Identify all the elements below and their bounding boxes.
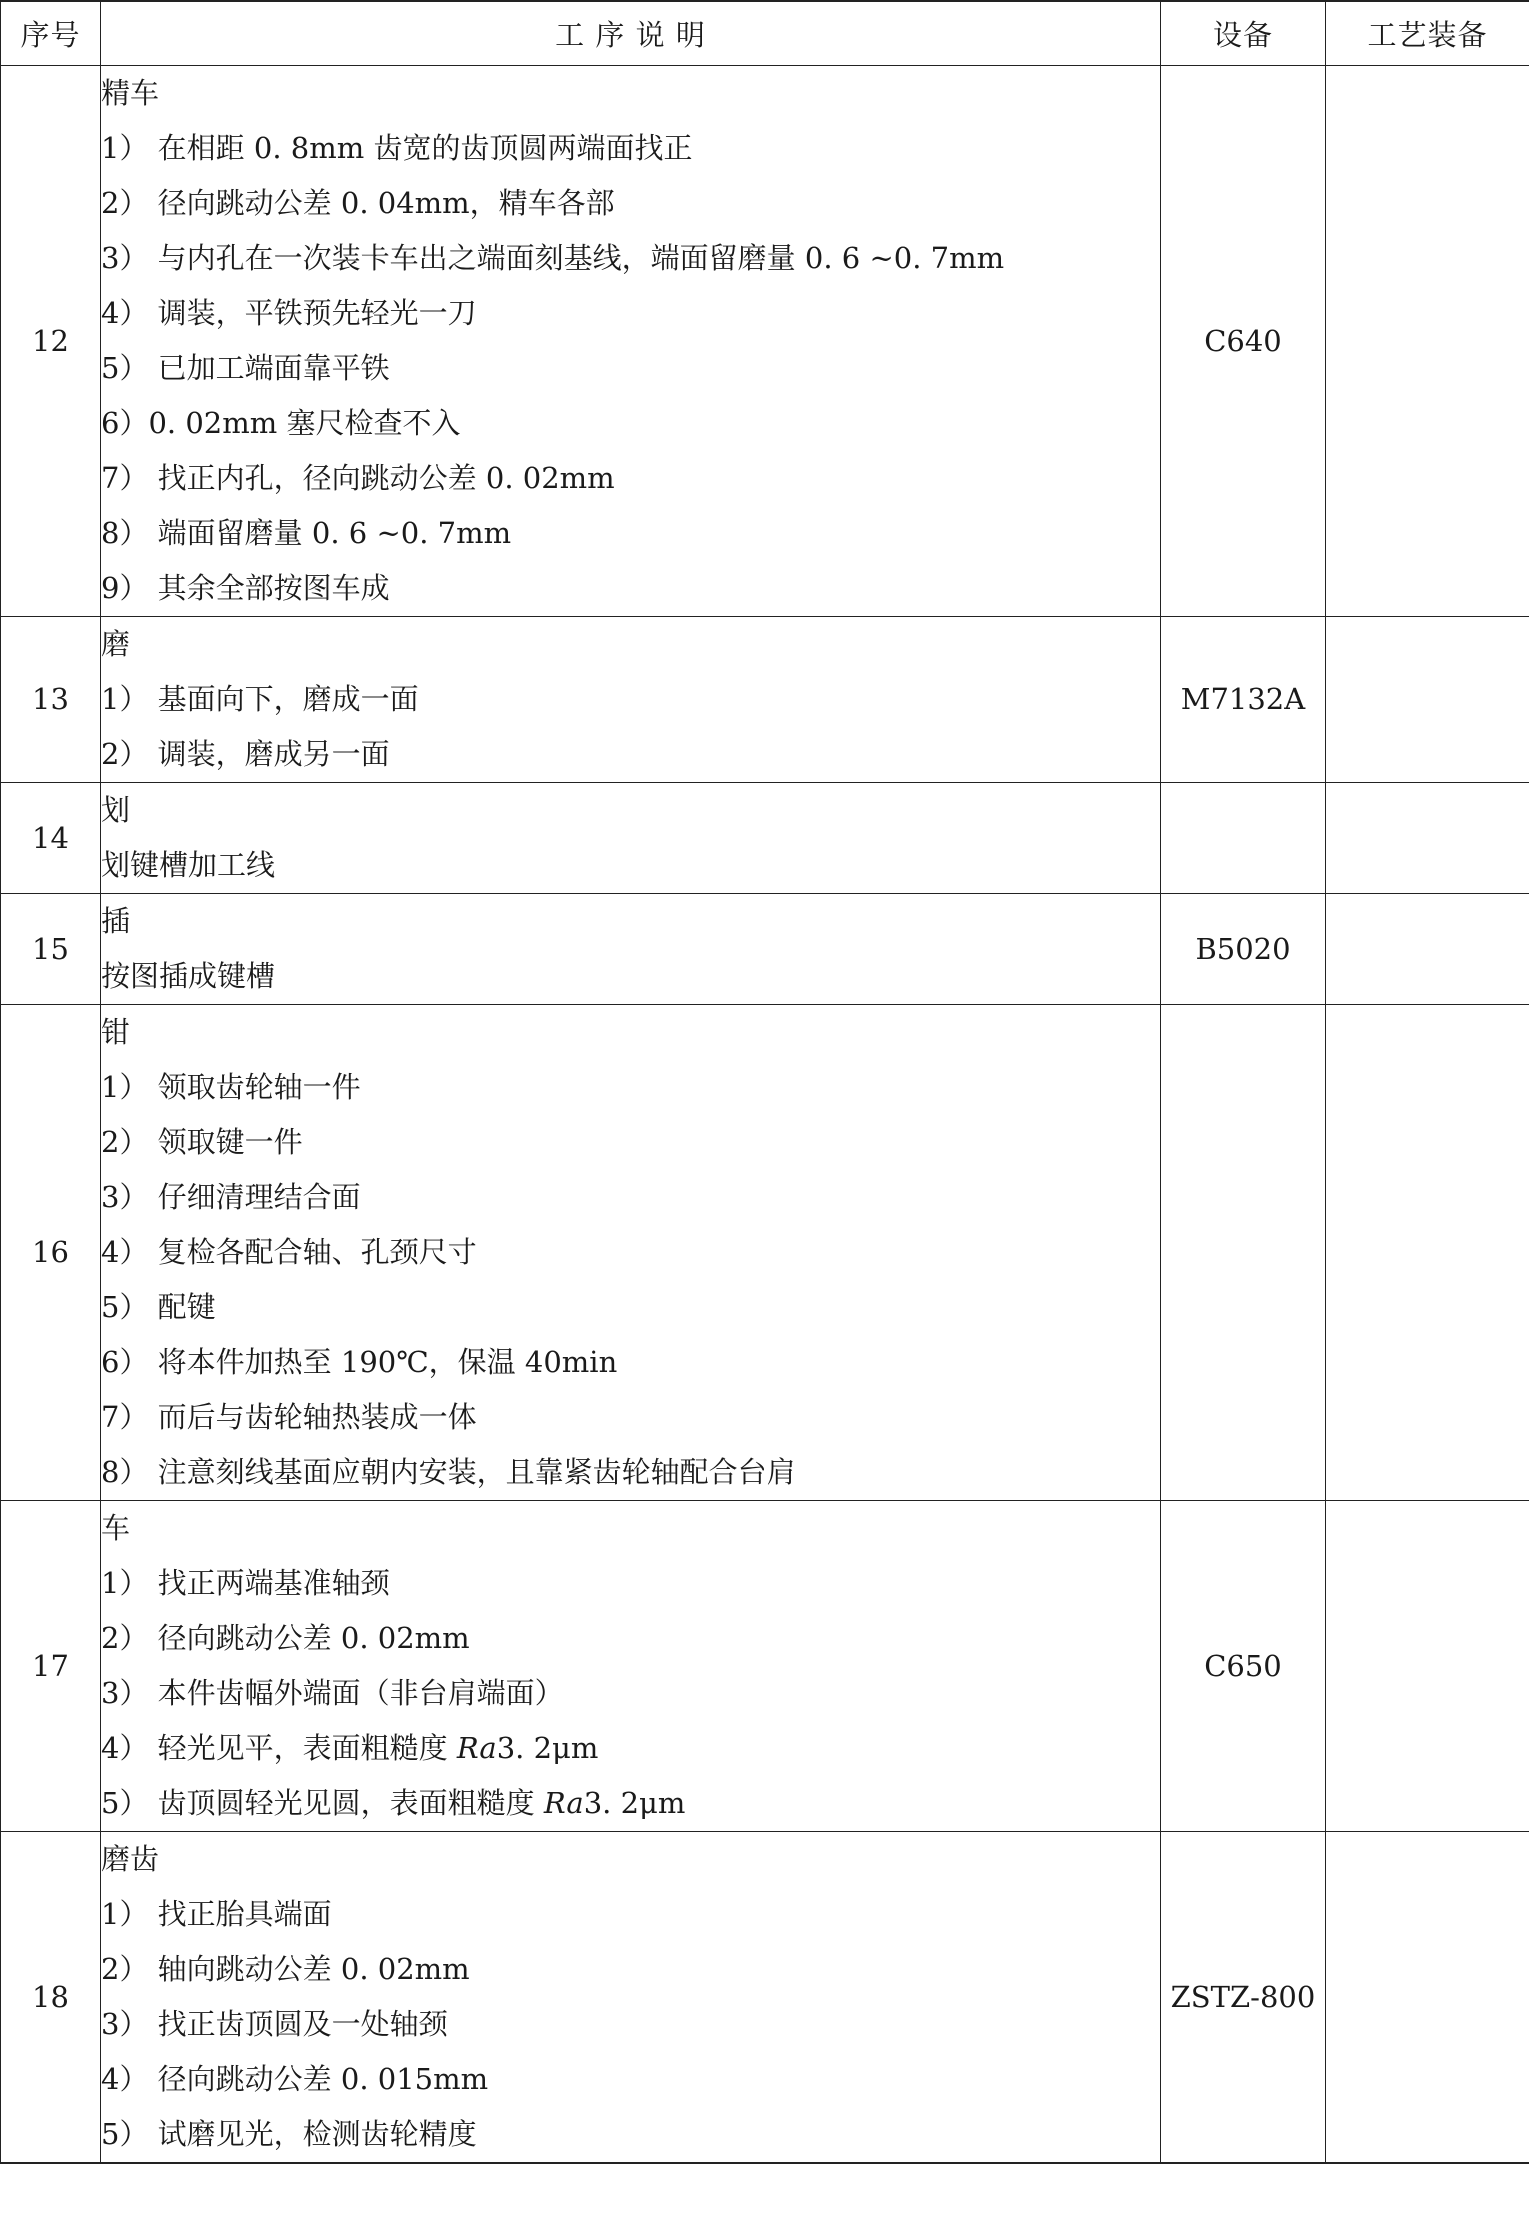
operation-instruction: 1） 基面向下，磨成一面 xyxy=(101,681,419,716)
operation-instruction: 4） 径向跳动公差 0. 015mm xyxy=(101,2061,489,2096)
operation-instruction: 2） 径向跳动公差 0. 04mm，精车各部 xyxy=(101,185,615,220)
step-description xyxy=(101,893,1161,1004)
step-number: 15 xyxy=(1,893,101,1004)
operation-instruction: 2） 调装，磨成另一面 xyxy=(101,736,390,771)
step-description xyxy=(101,616,1161,782)
operation-title: 磨齿 xyxy=(101,1841,160,1876)
operation-instruction: 6）0. 02mm 塞尺检查不入 xyxy=(101,405,461,440)
header-equipment: 设备 xyxy=(1161,1,1326,65)
operation-title: 精车 xyxy=(101,75,160,110)
step-description xyxy=(101,782,1161,893)
operation-instruction: 7） 而后与齿轮轴热装成一体 xyxy=(101,1399,477,1434)
operation-instruction: 5） 已加工端面靠平铁 xyxy=(101,350,390,385)
operation-title: 划 xyxy=(101,792,131,827)
table-body xyxy=(1,65,1529,2163)
tooling-cell xyxy=(1326,1500,1529,1831)
step-number: 13 xyxy=(1,616,101,782)
step-description xyxy=(101,65,1161,616)
tooling-cell xyxy=(1326,1831,1529,2163)
tooling-cell xyxy=(1326,782,1529,893)
operation-instruction: 6） 将本件加热至 190℃，保温 40min xyxy=(101,1344,618,1379)
operation-instruction: 8） 注意刻线基面应朝内安装，且靠紧齿轮轴配合台肩 xyxy=(101,1454,796,1489)
step-description xyxy=(101,1831,1161,2163)
operation-instruction: 2） 径向跳动公差 0. 02mm xyxy=(101,1620,470,1655)
operation-instruction: 1） 领取齿轮轴一件 xyxy=(101,1069,361,1104)
operation-instruction: 1） 找正胎具端面 xyxy=(101,1896,332,1931)
equipment-cell: C650 xyxy=(1161,1500,1326,1831)
table-row xyxy=(1,1004,1529,1500)
table-row xyxy=(1,893,1529,1004)
table-row xyxy=(1,616,1529,782)
tooling-cell xyxy=(1326,65,1529,616)
header-tooling: 工艺装备 xyxy=(1326,1,1529,65)
table-row xyxy=(1,1500,1529,1831)
equipment-cell: B5020 xyxy=(1161,893,1326,1004)
operation-instruction: 7） 找正内孔，径向跳动公差 0. 02mm xyxy=(101,460,615,495)
operation-instruction: 3） 找正齿顶圆及一处轴颈 xyxy=(101,2006,448,2041)
operation-instruction: 2） 领取键一件 xyxy=(101,1124,303,1159)
table-row xyxy=(1,1831,1529,2163)
step-number: 12 xyxy=(1,65,101,616)
table-row xyxy=(1,65,1529,616)
step-number: 17 xyxy=(1,1500,101,1831)
step-description xyxy=(101,1500,1161,1831)
operation-instruction: 5） 配键 xyxy=(101,1289,216,1324)
header-row xyxy=(1,1,1529,65)
step-number: 16 xyxy=(1,1004,101,1500)
step-number: 14 xyxy=(1,782,101,893)
equipment-cell: C640 xyxy=(1161,65,1326,616)
operation-title: 钳 xyxy=(101,1014,131,1049)
operation-instruction: 1） 找正两端基准轴颈 xyxy=(101,1565,390,1600)
operation-title: 磨 xyxy=(101,626,131,661)
equipment-cell xyxy=(1161,782,1326,893)
operation-instruction: 5） 齿顶圆轻光见圆，表面粗糙度 Ra3. 2μm xyxy=(101,1785,686,1820)
tooling-cell xyxy=(1326,616,1529,782)
header-seq: 序号 xyxy=(1,1,101,65)
table-header xyxy=(1,1,1529,65)
step-description xyxy=(101,1004,1161,1500)
equipment-cell xyxy=(1161,1004,1326,1500)
operation-title: 插 xyxy=(101,903,131,938)
header-description: 工 序 说 明 xyxy=(101,1,1161,65)
equipment-cell: ZSTZ-800 xyxy=(1161,1831,1326,2163)
equipment-cell: M7132A xyxy=(1161,616,1326,782)
operation-instruction: 4） 复检各配合轴、孔颈尺寸 xyxy=(101,1234,477,1269)
step-number: 18 xyxy=(1,1831,101,2163)
operation-instruction: 3） 与内孔在一次装卡车出之端面刻基线，端面留磨量 0. 6 ~0. 7mm xyxy=(101,240,1005,275)
operation-instruction: 8） 端面留磨量 0. 6 ~0. 7mm xyxy=(101,515,512,550)
operation-instruction: 4） 调装，平铁预先轻光一刀 xyxy=(101,295,477,330)
operation-instruction: 3） 本件齿幅外端面（非台肩端面） xyxy=(101,1675,564,1710)
tooling-cell xyxy=(1326,893,1529,1004)
operation-instruction: 划键槽加工线 xyxy=(101,847,276,882)
operation-instruction: 5） 试磨见光，检测齿轮精度 xyxy=(101,2116,477,2151)
operation-instruction: 4） 轻光见平，表面粗糙度 Ra3. 2μm xyxy=(101,1730,599,1765)
operation-instruction: 1） 在相距 0. 8mm 齿宽的齿顶圆两端面找正 xyxy=(101,130,693,165)
operation-title: 车 xyxy=(101,1510,131,1545)
operation-instruction: 3） 仔细清理结合面 xyxy=(101,1179,361,1214)
operation-instruction: 按图插成键槽 xyxy=(101,958,276,993)
operation-instruction: 2） 轴向跳动公差 0. 02mm xyxy=(101,1951,470,1986)
tooling-cell xyxy=(1326,1004,1529,1500)
table-row xyxy=(1,782,1529,893)
operation-instruction: 9） 其余全部按图车成 xyxy=(101,570,390,605)
